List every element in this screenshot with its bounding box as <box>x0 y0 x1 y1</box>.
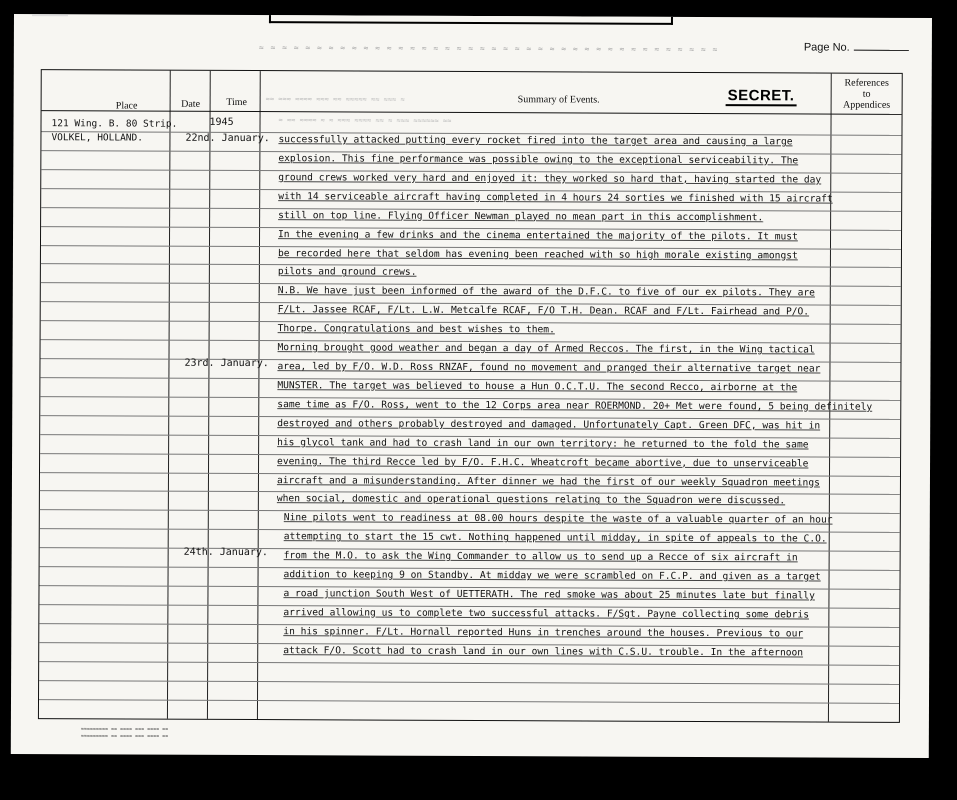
war-diary-sheet <box>11 14 932 758</box>
references-line2: to <box>862 88 871 100</box>
location-line1: 121 Wing. B. 80 Strip. <box>51 118 178 130</box>
ruled-line <box>41 264 901 269</box>
summary-line: a road junction South West of UETTERATH. The red smoke was about 25 minutes late but finally <box>283 588 815 602</box>
summary-line: explosion. This fine performance was possible owing to the exceptional serviceability. The <box>278 153 799 167</box>
summary-line: N.B. We have just been informed of the award of the D.F.C. to five of our ex pilots. They are <box>277 285 815 299</box>
summary-line: same time as F/O. Ross, went to the 12 Corps area near ROERMOND. 20+ Met were found, 5 being definitely <box>277 399 873 413</box>
summary-line: attempting to start the 15 cwt. Nothing happened until midday, in spite of appeals to the C.O. <box>283 531 827 545</box>
secret-stamp: SECRET. <box>726 87 797 106</box>
year-label: 1945 <box>209 116 234 128</box>
date-22nd: 22nd. January. <box>185 132 270 145</box>
summary-line: ground crews worked very hard and enjoyed it: they worked so hard that, having started the day <box>278 171 822 186</box>
col-header-summary: Summary of Events. <box>517 94 600 106</box>
divider-time <box>257 71 261 719</box>
summary-line: In the evening a few drinks and the cinema entertained the majority of the pilots. It must <box>278 228 798 243</box>
printer-imprint: ≈≈≈≈≈≈≈≈≈ ≈≈ ≈≈≈≈ ≈≈≈ ≈≈≈≈ ≈≈ ≈≈≈≈≈≈≈≈≈ ≈≈ ≈≈≈≈ ≈≈≈ ≈≈≈≈ ≈≈ <box>80 726 169 740</box>
summary-line: attack F/O. Scott had to crash land in our own lines with C.S.U. trouble. In the afternoon <box>283 645 804 659</box>
summary-line: addition to keeping 9 on Standby. At midday we were scrambled on F.C.P. and given as a target <box>283 569 821 583</box>
divider-place <box>167 71 171 719</box>
page-number-blank <box>854 50 909 51</box>
page-number-label: Page No. <box>803 41 850 54</box>
date-24th: 24th. January. <box>183 546 268 559</box>
location-line2: VOLKEL, HOLLAND. <box>51 132 143 144</box>
summary-line: Nine pilots went to readiness at 08.00 hours despite the waste of a valuable quarter of an hour <box>283 512 833 526</box>
date-23rd: 23rd. January. <box>184 357 269 370</box>
summary-line: Morning brought good weather and began a day of Armed Reccos. The first, in the Wing tactical <box>277 342 815 356</box>
summary-line: aircraft and a misunderstanding. After dinner we had the first of our weekly Squadron meetings <box>276 474 820 489</box>
summary-line: successfully attacked putting every rocket fired into the target area and causing a large <box>278 134 793 148</box>
faint-stamp-text: ≈≈ ≈≈≈ ≈≈≈≈ ≈≈≈ ≈≈ ≈≈≈≈≈ ≈≈ ≈≈≈ ≈ <box>265 95 405 104</box>
divider-summary <box>828 74 832 722</box>
summary-line: from the M.O. to ask the Wing Commander to allow us to send up a Recce of six aircraft in <box>283 550 798 564</box>
summary-line: F/Lt. Jassee RCAF, F/Lt. L.W. Metcalfe RCAF, F/O T.H. Dean. RCAF and F/Lt. Fairhead and P/O. <box>277 304 810 318</box>
faint-header-text: ≈ ≈ ≈ ≈ ≈ ≈ ≈ ≈ ≈ ≈ ≈ ≈ ≈ ≈ ≈ ≈ ≈ ≈ ≈ ≈ ≈ ≈ ≈ ≈ ≈ ≈ ≈ ≈ ≈ ≈ ≈ ≈ ≈ ≈ ≈ ≈ ≈ ≈ ≈ ≈ <box>258 43 719 55</box>
col-header-date: Date <box>181 98 201 110</box>
summary-line: with 14 serviceable aircraft having completed in 4 hours 24 sorties we finished with 15 aircraft <box>278 190 833 205</box>
summary-line: area, led by F/O. W.D. Ross RNZAF, found no movement and pranged their alternative target near <box>277 361 821 375</box>
references-line1: References <box>844 77 889 89</box>
summary-line: MUNSTER. The target was believed to house a Hun O.C.T.U. The second Recco, airborne at the <box>277 380 798 394</box>
edge-mark <box>32 14 68 16</box>
summary-line: his glycol tank and had to crash land in our own territory: he returned to the fold the same <box>277 436 809 451</box>
col-header-place: Place <box>115 100 138 112</box>
references-line3: Appendices <box>842 99 891 111</box>
top-tab <box>269 14 673 25</box>
summary-line: Thorpe. Congratulations and best wishes to them. <box>277 323 555 336</box>
diary-table <box>38 69 903 723</box>
faint-first-line: ≈ ≈≈ ≈≈≈≈ ≈ ≈ ≈≈≈ ≈≈≈≈ ≈≈ ≈ ≈≈≈ ≈≈≈≈≈≈ ≈≈ <box>278 116 452 125</box>
col-header-references <box>830 78 904 111</box>
col-header-time: Time <box>226 96 248 109</box>
ruled-line <box>39 661 899 666</box>
divider-date <box>207 71 211 719</box>
summary-line: in his spinner. F/Lt. Hornall reported Huns in trenches around the houses. Previous to our <box>283 626 804 640</box>
summary-line: when social, domestic and operational questions relating to the Squadron were discussed. <box>276 493 786 507</box>
summary-line: evening. The third Recce led by F/O. F.H.C. Wheatcroft became abortive, due to unserviceable <box>277 455 809 470</box>
summary-line: be recorded here that seldom has evening been reached with so high morale existing amongst <box>277 247 798 261</box>
summary-line: destroyed and others probably destroyed and damaged. Unfortunately Capt. Green DFC, was hit in <box>277 417 821 432</box>
page-number-field <box>804 41 909 53</box>
summary-line: pilots and ground crews. <box>277 266 417 279</box>
summary-line: still on top line. Flying Officer Newman played no mean part in this accomplishment. <box>278 209 764 223</box>
summary-line: arrived allowing us to complete two successful attacks. F/Sgt. Payne collecting some debris <box>283 607 810 621</box>
